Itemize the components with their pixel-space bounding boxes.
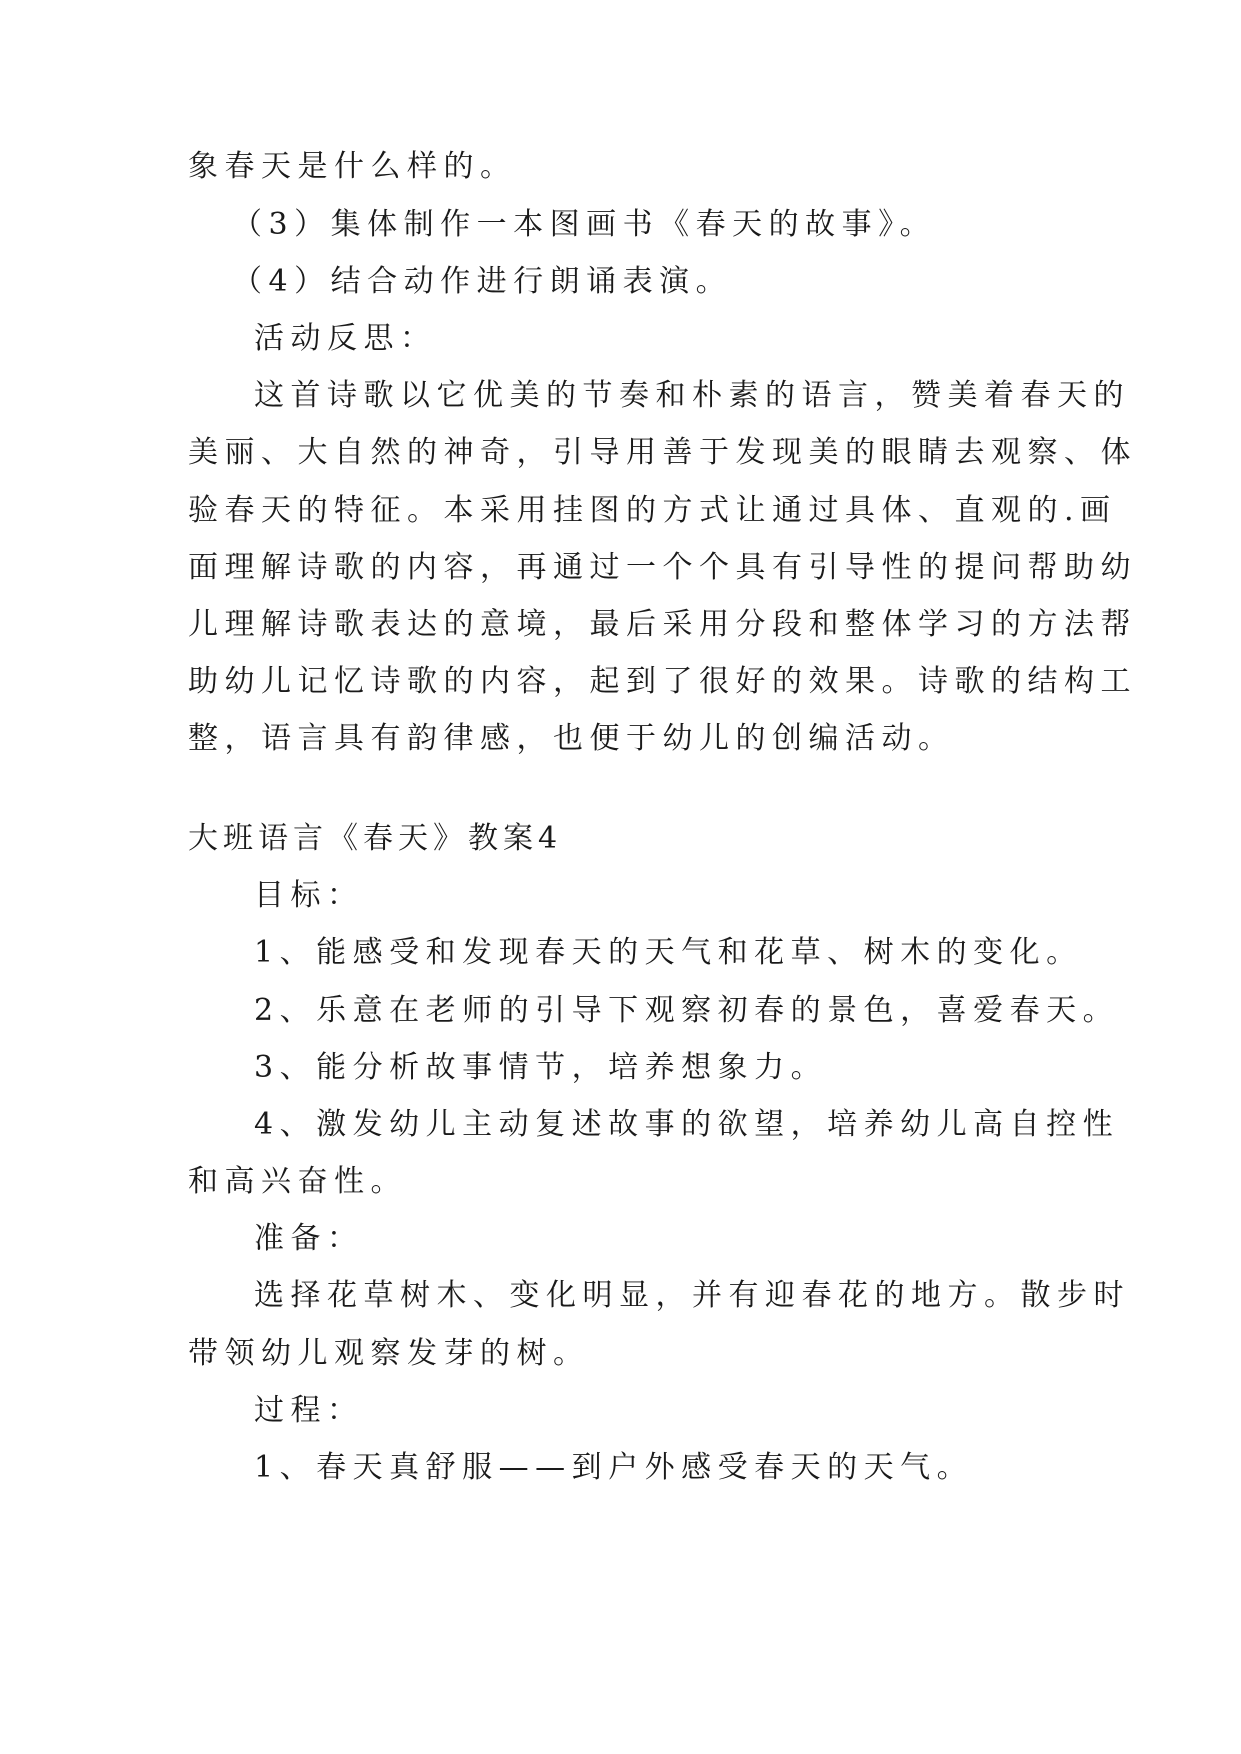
paragraph-line: 助幼儿记忆诗歌的内容，起到了很好的效果。诗歌的结构工	[188, 664, 1137, 699]
paragraph-line: （4）结合动作进行朗诵表演。	[232, 264, 733, 299]
paragraph-line: 儿理解诗歌表达的意境，最后采用分段和整体学习的方法帮	[188, 607, 1137, 642]
list-item: 1、春天真舒服——到户外感受春天的天气。	[254, 1450, 974, 1485]
paragraph-line: 和高兴奋性。	[188, 1164, 407, 1199]
section-label: 活动反思：	[254, 321, 437, 356]
section-label: 过程：	[254, 1393, 364, 1428]
paragraph-line: 验春天的特征。本采用挂图的方式让通过具体、直观的.画	[188, 493, 1117, 528]
paragraph-line: 带领幼儿观察发芽的树。	[188, 1336, 590, 1371]
paragraph-line: 象春天是什么样的。	[188, 149, 517, 184]
list-item: 4、激发幼儿主动复述故事的欲望，培养幼儿高自控性	[254, 1107, 1120, 1142]
paragraph-line: 整，语言具有韵律感，也便于幼儿的创编活动。	[188, 721, 955, 756]
section-label: 目标：	[254, 878, 364, 913]
paragraph-line: 面理解诗歌的内容，再通过一个个具有引导性的提问帮助幼	[188, 550, 1137, 585]
section-label: 准备：	[254, 1221, 364, 1256]
paragraph-line: 选择花草树木、变化明显，并有迎春花的地方。散步时	[254, 1278, 1130, 1313]
paragraph-line: 这首诗歌以它优美的节奏和朴素的语言，赞美着春天的	[254, 378, 1130, 413]
list-item: 2、乐意在老师的引导下观察初春的景色，喜爱春天。	[254, 993, 1120, 1028]
paragraph-line: （3）集体制作一本图画书《春天的故事》。	[232, 207, 937, 242]
list-item: 3、能分析故事情节，培养想象力。	[254, 1050, 828, 1085]
list-item: 1、能感受和发现春天的天气和花草、树木的变化。	[254, 935, 1083, 970]
lesson-title: 大班语言《春天》教案4	[188, 821, 563, 856]
paragraph-line: 美丽、大自然的神奇，引导用善于发现美的眼睛去观察、体	[188, 435, 1137, 470]
